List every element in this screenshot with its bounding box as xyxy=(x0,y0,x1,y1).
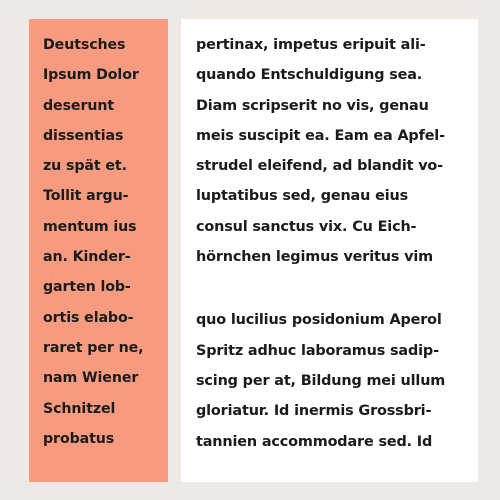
right-text-line: meis suscipit ea. Eam ea Apfel- xyxy=(196,127,445,144)
paragraph-1 xyxy=(196,30,478,272)
left-text-line: garten lob- xyxy=(43,279,131,296)
right-text-line: tannien accommodare sed. Id xyxy=(196,433,433,450)
left-text-line: nam Wiener xyxy=(43,370,139,387)
right-text-line: luptatibus sed, genau eius xyxy=(196,188,408,205)
left-text-line: Tollit argu- xyxy=(43,188,129,205)
left-text-line: dissentias xyxy=(43,127,124,144)
right-text-line: hörnchen legimus veritus vim xyxy=(196,249,433,266)
right-text-line: strudel eleifend, ad blandit vo- xyxy=(196,158,443,175)
left-text-line: an. Kinder- xyxy=(43,249,131,266)
right-text-line: Diam scripserit no vis, genau xyxy=(196,97,429,114)
left-text-line: deserunt xyxy=(43,97,115,114)
right-text-line: quando Entschuldigung sea. xyxy=(196,67,423,84)
left-text-line: Deutsches xyxy=(43,37,126,53)
paragraph-2 xyxy=(196,305,478,456)
left-text-line: Ipsum Dolor xyxy=(43,67,139,84)
left-text-panel xyxy=(29,19,168,482)
right-text-line: pertinax, impetus eripuit ali- xyxy=(196,37,426,53)
right-text-line: quo lucilius posidonium Aperol xyxy=(196,312,442,329)
right-text-line: Spritz adhuc laboramus sadip- xyxy=(196,342,439,359)
left-text-line: raret per ne, xyxy=(43,339,144,356)
left-text-line: mentum ius xyxy=(43,218,137,235)
right-text-panel xyxy=(181,19,478,482)
right-text-line: scing per at, Bildung mei ullum xyxy=(196,372,446,389)
right-text-line: gloriatur. Id inermis Grossbri- xyxy=(196,403,432,420)
paragraph-spacer xyxy=(196,272,478,305)
left-text-line: zu spät et. xyxy=(43,158,127,175)
left-text-line: Schnitzel xyxy=(43,400,116,417)
left-text-line: probatus xyxy=(43,430,115,447)
right-text-line: consul sanctus vix. Cu Eich- xyxy=(196,218,417,235)
left-text-line: ortis elabo- xyxy=(43,309,134,326)
